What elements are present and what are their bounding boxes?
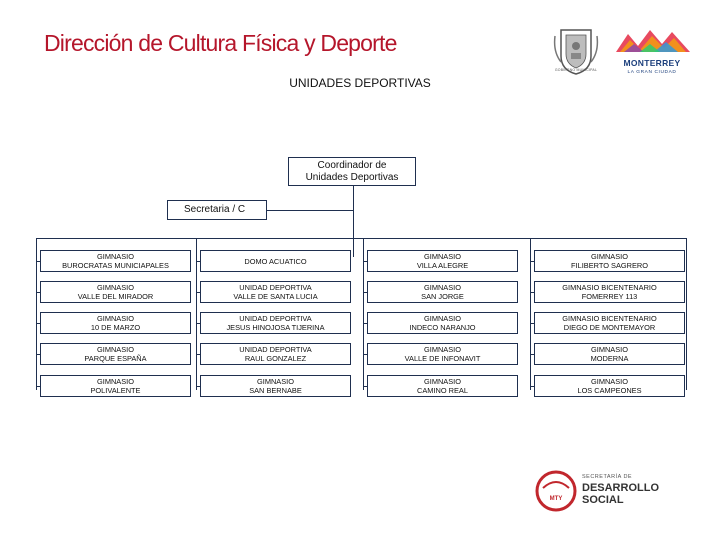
unit-name: 10 DE MARZO: [90, 323, 141, 332]
unit-box: [367, 281, 518, 303]
unit-box: [367, 312, 518, 334]
unit-type: UNIDAD DEPORTIVA: [239, 314, 312, 323]
unit-name: VALLE DE SANTA LUCIA: [233, 292, 318, 301]
unit-name: INDECO NARANJO: [409, 323, 476, 332]
unit-box: [40, 281, 191, 303]
coordinator-line-1: Coordinador de: [317, 160, 387, 171]
unit-type: UNIDAD DEPORTIVA: [239, 283, 312, 292]
unit-box: [534, 312, 685, 334]
page-title: Dirección de Cultura Física y Deporte: [44, 30, 397, 56]
unit-name: CAMINO REAL: [417, 386, 468, 395]
unit-type: UNIDAD DEPORTIVA: [239, 345, 312, 354]
unit-type: GIMNASIO: [97, 377, 134, 386]
unit-box: [367, 343, 518, 365]
desarrollo-badge-text: MTY: [549, 496, 563, 502]
unit-name: DIEGO DE MONTEMAYOR: [563, 323, 656, 332]
unit-name: VALLE DEL MIRADOR: [77, 292, 154, 301]
unit-box: [200, 375, 351, 397]
unit-box: [534, 375, 685, 397]
page-subtitle: UNIDADES DEPORTIVAS: [289, 76, 431, 90]
unit-box: [534, 281, 685, 303]
unit-box: [200, 343, 351, 365]
desarrollo-word-2: SOCIAL: [582, 494, 624, 506]
unit-type: GIMNASIO: [97, 314, 134, 323]
unit-name: JESUS HINOJOSA TIJERINA: [226, 323, 325, 332]
desarrollo-wordmark: [582, 482, 659, 506]
unit-name: SAN JORGE: [421, 292, 464, 301]
desarrollo-social-logo: [535, 470, 577, 512]
unit-type: GIMNASIO: [424, 252, 461, 261]
desarrollo-word-1: DESARROLLO: [582, 482, 659, 494]
unit-name: VALLE DE INFONAVIT: [404, 354, 481, 363]
unit-box: [40, 250, 191, 272]
unit-box: [367, 375, 518, 397]
trunk-line: [353, 186, 354, 257]
unit-type: GIMNASIO: [97, 283, 134, 292]
unit-type: GIMNASIO BICENTENARIO: [562, 314, 657, 323]
unit-type: GIMNASIO: [257, 377, 294, 386]
coordinator-line-2: Unidades Deportivas: [305, 172, 399, 183]
unit-type: GIMNASIO: [424, 345, 461, 354]
unit-name: SAN BERNABE: [249, 386, 302, 395]
unit-name: RAUL GONZALEZ: [244, 354, 307, 363]
unit-name: BUROCRATAS MUNICIAPALES: [62, 261, 169, 270]
unit-name: MODERNA: [590, 354, 629, 363]
unit-box: [534, 250, 685, 272]
unit-box: [200, 312, 351, 334]
unit-box: [40, 375, 191, 397]
unit-box: [40, 343, 191, 365]
right-rail: [686, 238, 687, 390]
unit-type: GIMNASIO: [97, 345, 134, 354]
unit-box: [367, 250, 518, 272]
unit-name: LOS CAMPEONES: [577, 386, 642, 395]
monterrey-wordmark: MONTERREY: [623, 58, 681, 68]
unit-type: GIMNASIO: [424, 314, 461, 323]
secretary-connector: [267, 210, 353, 211]
unit-type: GIMNASIO BICENTENARIO: [562, 283, 657, 292]
unit-type: GIMNASIO: [424, 377, 461, 386]
seal-caption: GOBIERNO MUNICIPAL: [554, 68, 598, 72]
unit-name: FOMERREY 113: [581, 292, 638, 301]
unit-type: GIMNASIO: [424, 283, 461, 292]
monterrey-logo: [610, 24, 696, 76]
monterrey-tagline: LA GRAN CIUDAD: [627, 70, 677, 75]
desarrollo-prefix: SECRETARÍA DE: [582, 474, 633, 480]
unit-type: GIMNASIO: [591, 377, 628, 386]
secretary-box: Secretaria / C: [167, 200, 267, 220]
coordinator-box: [288, 157, 416, 186]
unit-box: [40, 312, 191, 334]
unit-box: [200, 281, 351, 303]
unit-name: PARQUE ESPAÑA: [84, 354, 147, 363]
unit-type: GIMNASIO: [591, 252, 628, 261]
unit-type: DOMO ACUATICO: [244, 256, 307, 266]
unit-name: VILLA ALEGRE: [416, 261, 469, 270]
unit-name: FILIBERTO SAGRERO: [571, 261, 648, 270]
unit-type: GIMNASIO: [97, 252, 134, 261]
unit-box: [534, 343, 685, 365]
unit-type: GIMNASIO: [591, 345, 628, 354]
horizontal-bus: [36, 238, 686, 239]
unit-name: POLIVALENTE: [90, 386, 141, 395]
unit-box: [200, 250, 351, 272]
